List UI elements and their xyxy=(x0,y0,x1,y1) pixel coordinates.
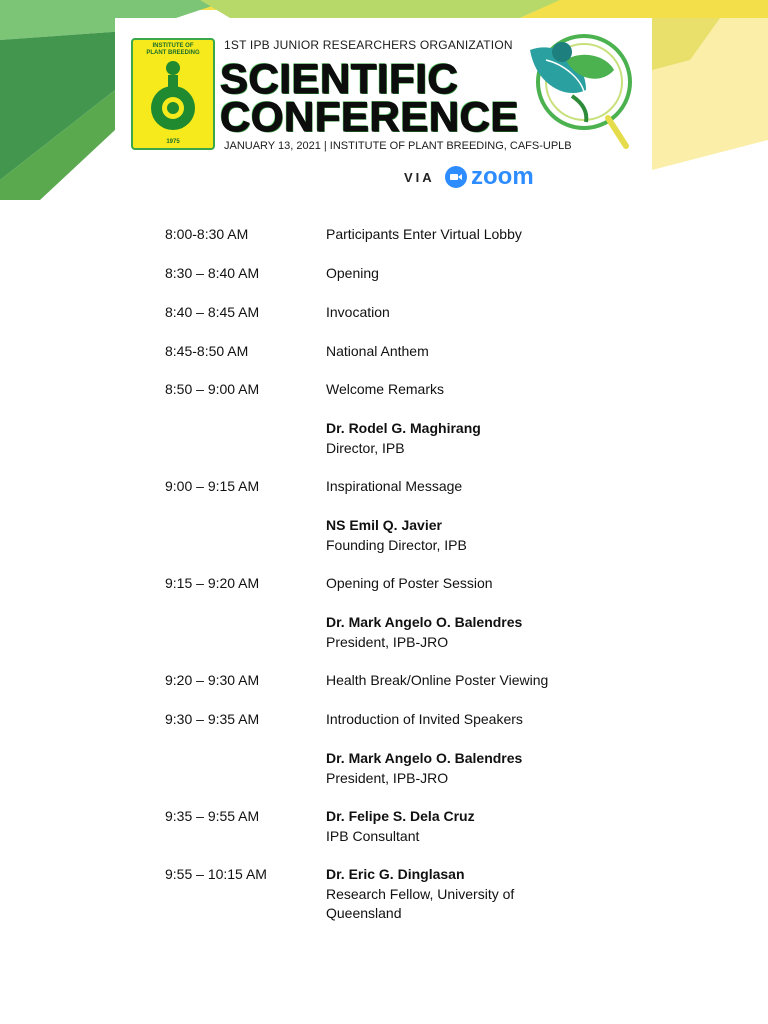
zoom-camera-icon xyxy=(445,166,467,188)
schedule-activity: Invocation xyxy=(326,304,390,320)
speaker-role: Founding Director, IPB xyxy=(326,536,467,553)
date-venue-line: JANUARY 13, 2021 | INSTITUTE OF PLANT BREEDING, CAFS-UPLB xyxy=(224,140,572,152)
schedule-activity: Participants Enter Virtual Lobby xyxy=(326,226,522,242)
speaker-name: Dr. Eric G. Dinglasan xyxy=(326,866,465,882)
schedule-activity: Opening of Poster Session xyxy=(326,575,493,591)
logo-year: 1975 xyxy=(166,139,180,145)
speaker-block xyxy=(326,613,616,652)
speaker-role: President, IPB-JRO xyxy=(326,633,449,650)
magnifier-leaf-icon xyxy=(526,30,638,154)
speaker-role: Director, IPB xyxy=(326,439,405,456)
speaker-block xyxy=(326,419,616,458)
schedule-time: 9:30 – 9:35 AM xyxy=(165,711,260,727)
speaker-name: Dr. Mark Angelo O. Balendres xyxy=(326,614,523,630)
ipb-logo xyxy=(131,38,215,150)
schedule-activity: Inspirational Message xyxy=(326,478,463,494)
title-scientific: SCIENTIFIC xyxy=(220,55,459,102)
speaker-name: Dr. Felipe S. Dela Cruz xyxy=(326,808,475,824)
logo-institute-text: INSTITUTE OF PLANT BREEDING xyxy=(146,43,200,56)
schedule-time: 9:55 – 10:15 AM xyxy=(165,866,267,882)
speaker-role: IPB Consultant xyxy=(326,827,420,844)
speaker-block xyxy=(326,516,616,555)
schedule-time: 9:00 – 9:15 AM xyxy=(165,478,260,494)
schedule-time: 9:35 – 9:55 AM xyxy=(165,808,260,824)
schedule-time: 8:40 – 8:45 AM xyxy=(165,304,260,320)
ipb-emblem-icon xyxy=(143,58,203,134)
speaker-block xyxy=(326,749,616,788)
speaker-role: Research Fellow, University of Queensland xyxy=(326,885,515,921)
speaker-role: President, IPB-JRO xyxy=(326,769,449,786)
title-conference: CONFERENCE xyxy=(220,93,520,140)
schedule-activity: Welcome Remarks xyxy=(326,381,444,397)
speaker-name: Dr. Rodel G. Maghirang xyxy=(326,420,481,436)
schedule-time: 8:50 – 9:00 AM xyxy=(165,381,260,397)
schedule-time: 9:20 – 9:30 AM xyxy=(165,672,260,688)
schedule-activity: Health Break/Online Poster Viewing xyxy=(326,672,549,688)
speaker-block xyxy=(326,807,616,846)
schedule-time: 8:45-8:50 AM xyxy=(165,343,249,359)
zoom-logo-text: zoom xyxy=(471,163,534,190)
speaker-block xyxy=(326,865,546,924)
schedule-activity: Introduction of Invited Speakers xyxy=(326,711,523,727)
organization-line: 1ST IPB JUNIOR RESEARCHERS ORGANIZATION xyxy=(224,38,513,52)
speaker-name: NS Emil Q. Javier xyxy=(326,517,442,533)
schedule-activity: National Anthem xyxy=(326,343,429,359)
schedule-activity: Opening xyxy=(326,265,379,281)
schedule-time: 8:30 – 8:40 AM xyxy=(165,265,260,281)
schedule-time: 9:15 – 9:20 AM xyxy=(165,575,260,591)
speaker-name: Dr. Mark Angelo O. Balendres xyxy=(326,750,523,766)
schedule-time: 8:00-8:30 AM xyxy=(165,226,249,242)
via-label: VIA xyxy=(404,170,435,185)
